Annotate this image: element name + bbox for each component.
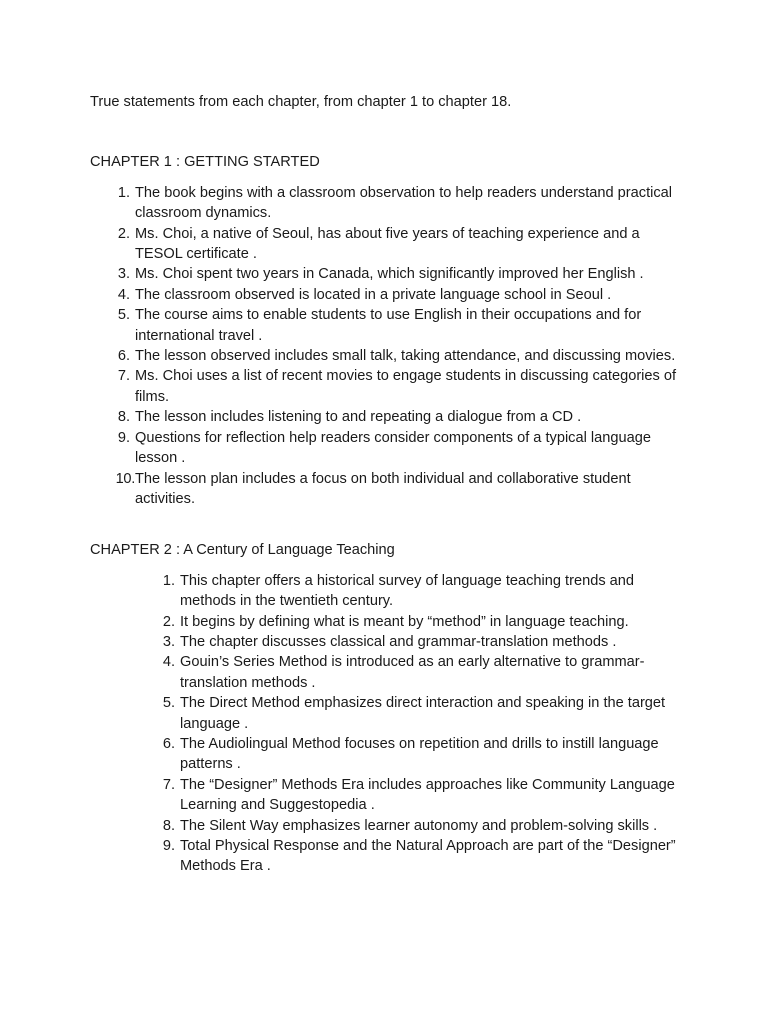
list-item-number: 7. <box>162 776 175 793</box>
list-item-text: It begins by defining what is meant by “method” in language teaching. <box>180 613 629 630</box>
list-item <box>90 428 690 469</box>
intro-text: True statements from each chapter, from chapter 1 to chapter 18. <box>90 94 512 110</box>
list-item-number: 7. <box>117 368 130 385</box>
chapter-2-heading: CHAPTER 2 : A Century of Language Teaching <box>90 542 395 559</box>
list-item-text: The classroom observed is located in a private language school in Seoul . <box>135 286 612 303</box>
list-item <box>90 836 690 877</box>
list-item <box>90 285 690 305</box>
list-item-number: 6. <box>162 735 175 752</box>
list-item <box>90 612 690 632</box>
list-item-number: 10. <box>115 470 135 487</box>
list-item <box>90 693 690 734</box>
list-item-text: The chapter discusses classical and grammar-translation methods . <box>180 633 617 650</box>
list-item-text: Ms. Choi spent two years in Canada, which significantly improved her English . <box>135 266 644 283</box>
list-item <box>90 816 690 836</box>
list-item-number: 2. <box>162 613 175 630</box>
list-item-text: The Direct Method emphasizes direct interaction and speaking in the target language . <box>180 695 666 732</box>
list-item <box>90 346 690 366</box>
list-item-text: Total Physical Response and the Natural Approach are part of the “Designer” Methods Era . <box>180 838 676 875</box>
list-item-text: Questions for reflection help readers consider components of a typical language lesson . <box>135 429 651 467</box>
list-item-number: 3. <box>117 266 130 283</box>
list-item <box>90 469 690 510</box>
list-item-text: This chapter offers a historical survey of language teaching trends and methods in the twentieth century. <box>180 572 635 610</box>
list-item-text: The book begins with a classroom observation to help readers understand practical classroom dynamics. <box>135 184 673 222</box>
list-item-text: The lesson plan includes a focus on both individual and collaborative student activities. <box>135 470 631 507</box>
list-item-text: Gouin’s Series Method is introduced as an early alternative to grammar-translation methods . <box>180 654 645 691</box>
list-item-number: 3. <box>162 633 175 650</box>
chapter-2-list <box>90 571 690 877</box>
list-item-text: The Audiolingual Method focuses on repetition and drills to instill language patterns . <box>180 735 659 773</box>
list-item <box>90 652 690 693</box>
list-item-number: 6. <box>117 348 130 365</box>
list-item-number: 4. <box>162 654 175 671</box>
list-item <box>90 775 690 816</box>
list-item <box>90 264 690 284</box>
list-item-number: 9. <box>117 429 130 446</box>
list-item-text: Ms. Choi uses a list of recent movies to engage students in discussing categories of films. <box>135 368 677 405</box>
list-item <box>90 224 690 265</box>
list-item <box>90 734 690 775</box>
list-item <box>90 305 690 346</box>
list-item-text: The lesson includes listening to and repeating a dialogue from a CD . <box>135 409 582 426</box>
chapter-1-heading: CHAPTER 1 : GETTING STARTED <box>90 154 320 171</box>
list-item-text: The “Designer” Methods Era includes approaches like Community Language Learning and Suggestopedia . <box>180 776 675 814</box>
list-item-number: 5. <box>117 307 130 324</box>
list-item <box>90 632 690 652</box>
list-item <box>90 183 690 224</box>
list-item-number: 1. <box>117 184 130 201</box>
list-item-number: 1. <box>162 572 175 589</box>
list-item-number: 4. <box>117 286 130 303</box>
list-item-text: The course aims to enable students to use English in their occupations and for international travel . <box>135 307 642 344</box>
list-item-number: 5. <box>162 695 175 712</box>
list-item-text: Ms. Choi, a native of Seoul, has about five years of teaching experience and a TESOL certificate . <box>135 225 640 263</box>
chapter-1-list <box>90 183 690 510</box>
list-item-number: 2. <box>117 225 130 242</box>
list-item <box>90 407 690 427</box>
list-item-text: The Silent Way emphasizes learner autonomy and problem-solving skills . <box>180 817 658 834</box>
list-item-text: The lesson observed includes small talk, taking attendance, and discussing movies. <box>135 348 676 365</box>
document-page <box>90 92 690 877</box>
list-item-number: 8. <box>162 817 175 834</box>
list-item <box>90 571 690 612</box>
list-item <box>90 366 690 407</box>
list-item-number: 8. <box>117 409 130 426</box>
list-item-number: 9. <box>162 838 175 854</box>
